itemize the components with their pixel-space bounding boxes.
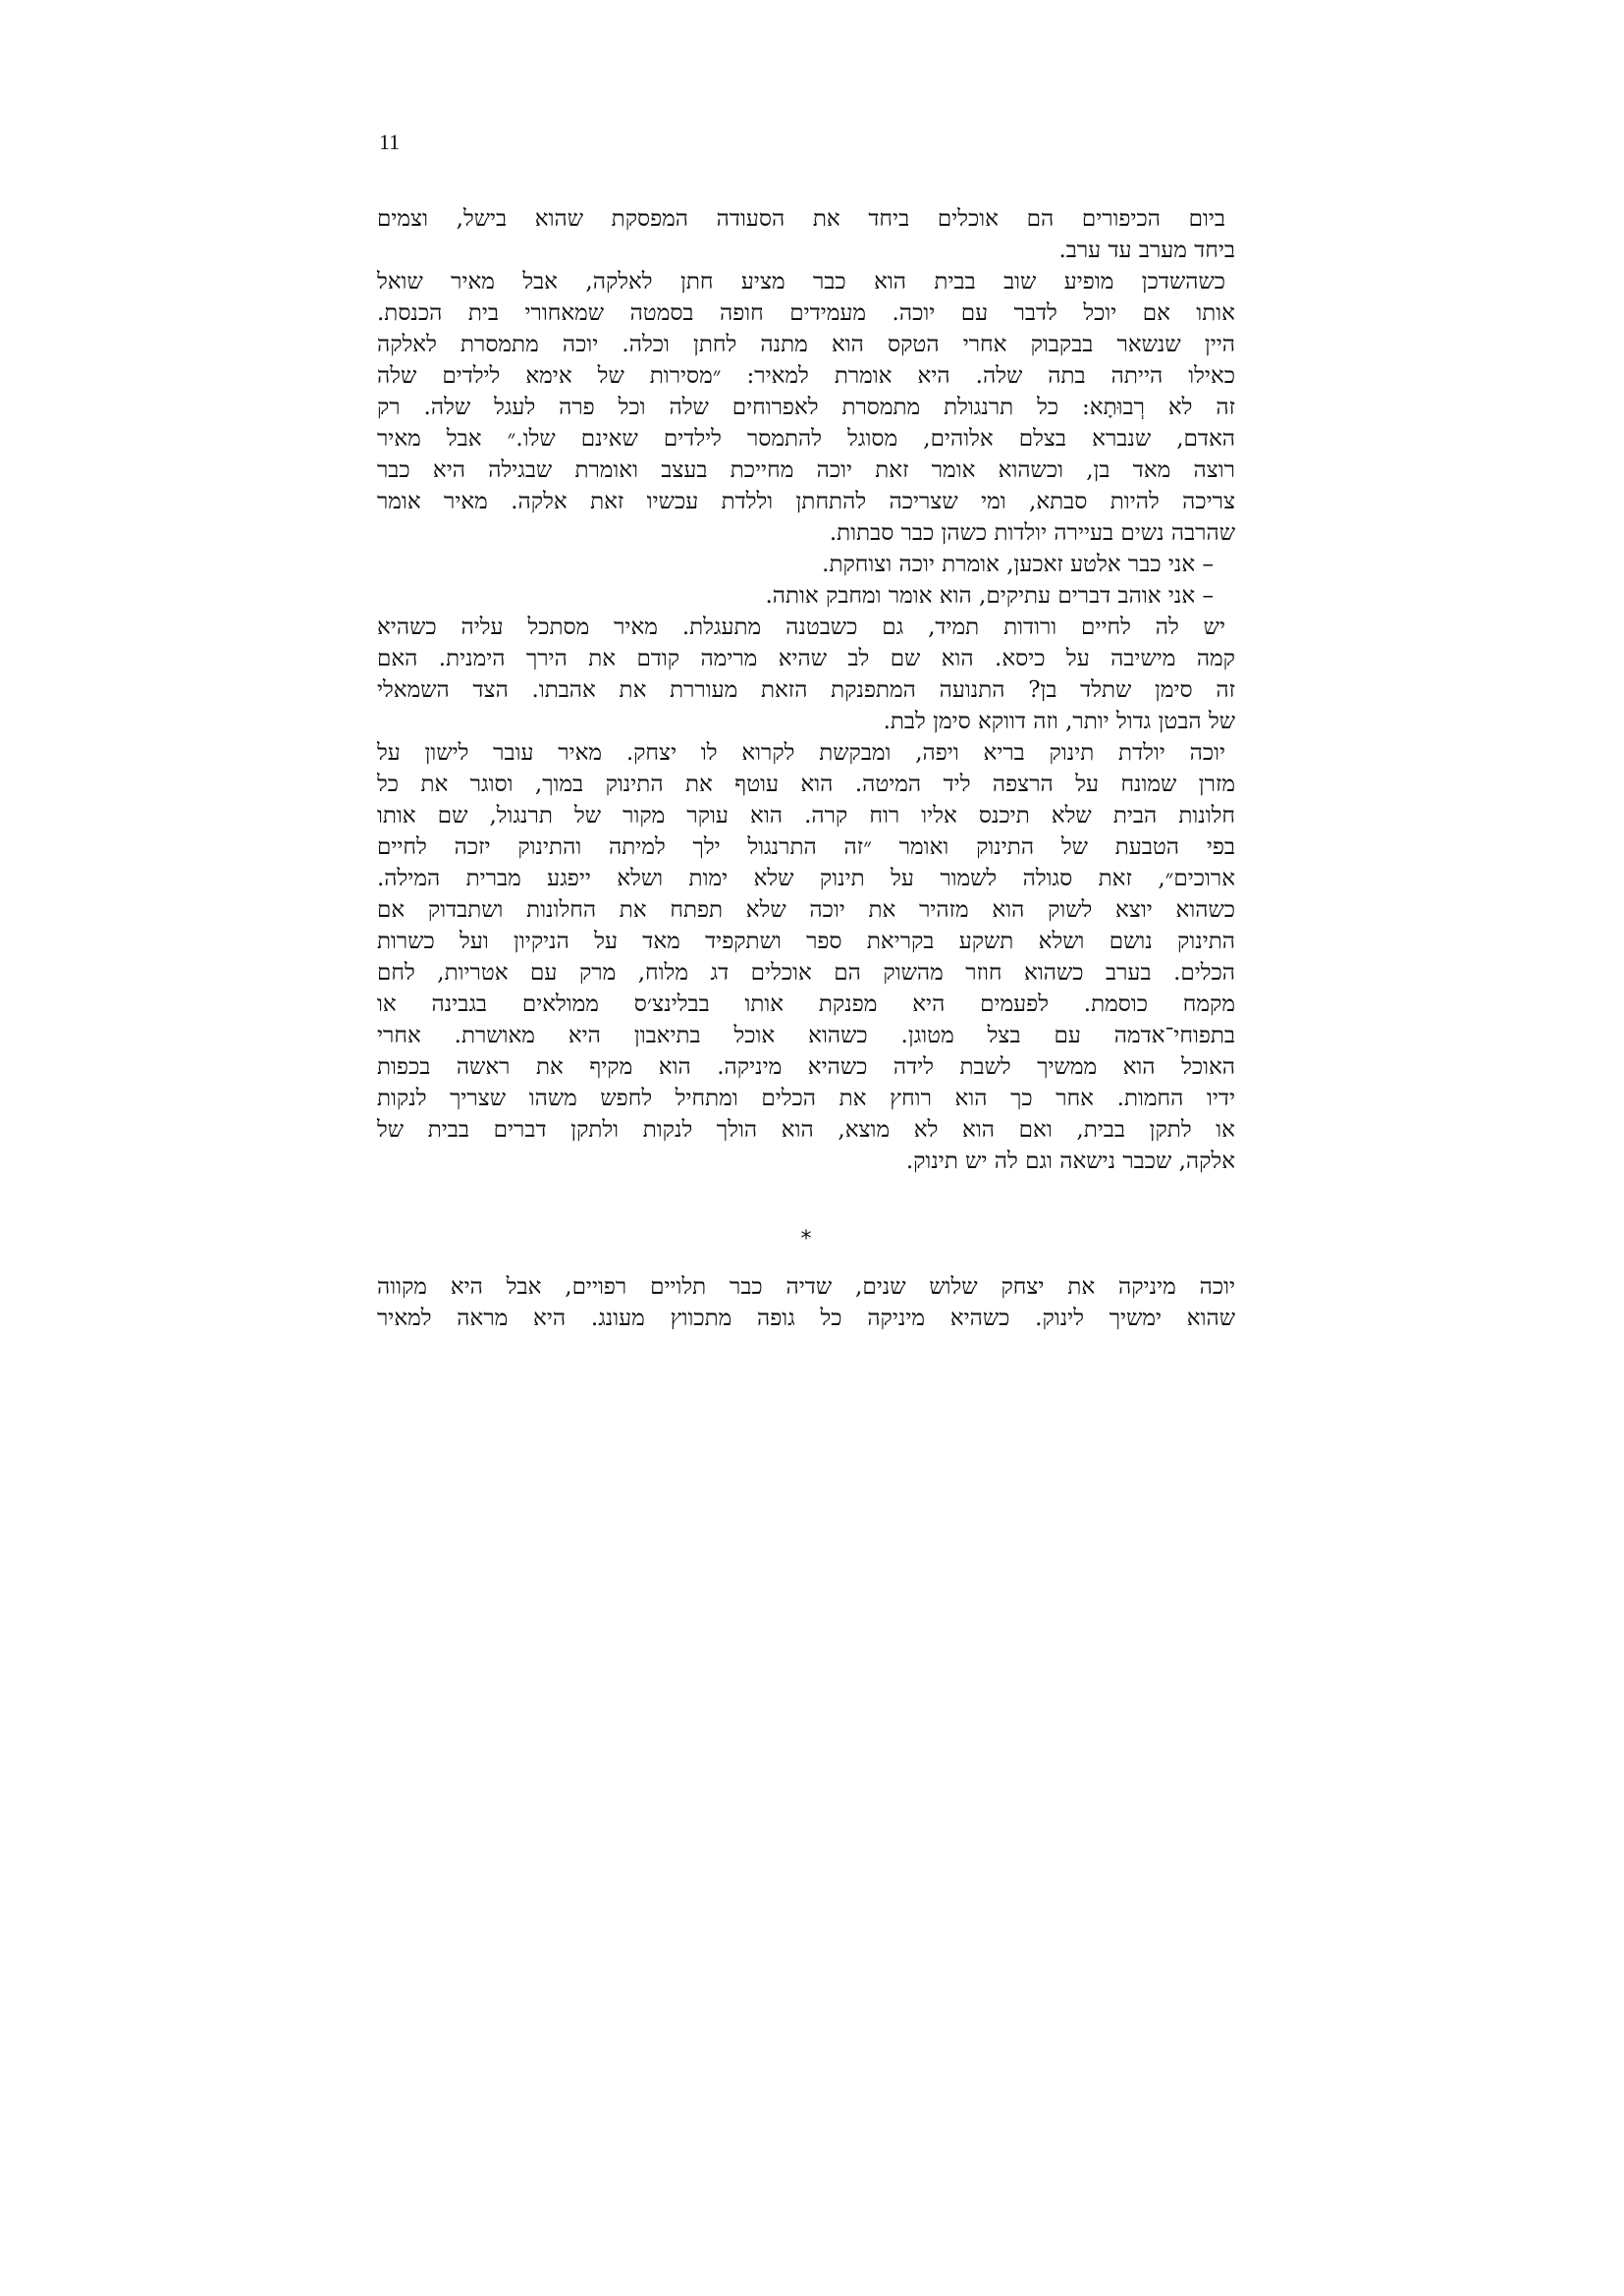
- text-line: אלקה, שכבר נישאה וגם לה יש תינוק.: [905, 1148, 1235, 1174]
- page-number: 11: [379, 130, 401, 154]
- text-line: כשהוא יוצא לשוק הוא מזהיר את יוכה שלא תפתח את החלונות ושתבדוק אם: [377, 897, 1235, 923]
- text-line: אותו אם יוכל לדבר עם יוכה. מעמידים חופה בסמטה שמאחורי בית הכנסת.: [377, 300, 1235, 326]
- text-line: קמה מישיבה על כיסא. הוא שם לב שהיא מרימה קודם את הירך הימנית. האם: [377, 646, 1235, 671]
- text-line: זה סימן שתלד בן? התנועה המתפנקת הזאת מעוררת את אהבתו. הצד השמאלי: [377, 677, 1235, 703]
- text-line: בתפוחי־אדמה עם בצל מטוגן. כשהוא אוכל בתיאבון היא מאושרת. אחרי: [377, 1023, 1235, 1048]
- text-line: שהרבה נשים בעיירה יולדות כשהן כבר סבתות.: [829, 520, 1235, 546]
- text-line: הכלים. בערב כשהוא חוזר מהשוק הם אוכלים דג מלוח, מרק עם אטריות, לחם: [377, 960, 1235, 986]
- text-line: ביום הכיפורים הם אוכלים ביחד את הסעודה המפסקת שהוא בישל, וצמים: [377, 206, 1225, 232]
- text-line: צריכה להיות סבתא, ומי שצריכה להתחתן וללדת עכשיו זאת אלקה. מאיר אומר: [377, 489, 1235, 514]
- text-line: מזרן שמונח על הרצפה ליד המיטה. הוא עוטף את התינוק במוך, וסוגר את כל: [377, 772, 1235, 797]
- text-line: ידיו החמות. אחר כך הוא רוחץ את הכלים ומתחיל לחפש משהו שצריך לנקות: [377, 1086, 1235, 1111]
- section-break-asterisk: *: [800, 1227, 812, 1252]
- text-line: יוכה יולדת תינוק בריא ויפה, ומבקשת לקרוא לו יצחק. מאיר עובר לישון על: [377, 740, 1225, 766]
- text-line: שהוא ימשיך לינוק. כשהיא מיניקה כל גופה מתכווץ מעונג. היא מראה למאיר: [377, 1306, 1235, 1331]
- section-gap: [377, 1255, 1235, 1271]
- text-line: חלונות הבית שלא תיכנס אליו רוח קרה. הוא עוקר מקור של תרנגול, שם אותו: [377, 803, 1235, 828]
- dialogue-line: – אני אוהב דברים עתיקים, הוא אומר ומחבק אותה.: [765, 583, 1214, 609]
- section-gap: [377, 1177, 1235, 1224]
- text-line: יוכה מיניקה את יצחק שלוש שנים, שדיה כבר תלויים רפויים, אבל היא מקווה: [377, 1274, 1235, 1300]
- text-line: רוצה מאד בן, וכשהוא אומר זאת יוכה מחייכת בעצב ואומרת שבגילה היא כבר: [377, 457, 1235, 483]
- text-line: התינוק נושם ושלא תשקע בקריאת ספר ושתקפיד מאד על הניקיון ועל כשרות: [377, 929, 1235, 954]
- text-line: כשהשדכן מופיע שוב בבית הוא כבר מציע חתן לאלקה, אבל מאיר שואל: [377, 269, 1225, 294]
- text-line: או לתקן בבית, ואם הוא לא מוצא, הוא הולך לנקות ולתקן דברים בבית של: [377, 1117, 1235, 1143]
- text-line: האוכל הוא ממשיך לשבת לידה כשהיא מיניקה. הוא מקיף את ראשה בכפות: [377, 1054, 1235, 1080]
- dialogue-line: – אני כבר אלטע זאכען, אומרת יוכה וצוחקת.: [822, 552, 1214, 577]
- text-line: זה לא רְבוּתָא: כל תרנגולת מתמסרת לאפרוחים שלה וכל פרה לעגל שלה. רק: [377, 395, 1235, 420]
- text-line: יש לה לחיים ורודות תמיד, גם כשבטנה מתעגלת. מאיר מסתכל עליה כשהיא: [377, 614, 1225, 640]
- text-line: ארוכים״, זאת סגולה לשמור על תינוק שלא ימות ושלא ייפגע מברית המילה.: [377, 866, 1235, 891]
- body-text: [377, 203, 1235, 1334]
- text-line: מקמח כוסמת. לפעמים היא מפנקת אותו בבלינצ׳ס ממולאים בגבינה או: [377, 991, 1235, 1017]
- text-line: האדם, שנברא בצלם אלוהים, מסוגל להתמסר לילדים שאינם שלו.״ אבל מאיר: [377, 426, 1235, 452]
- text-line: של הבטן גדול יותר, וזה דווקא סימן לבת.: [883, 709, 1235, 734]
- text-line: בפי הטבעת של התינוק ואומר ״זה התרנגול ילך למיתה והתינוק יזכה לחיים: [377, 834, 1235, 860]
- text-line: היין שנשאר בבקבוק אחרי הטקס הוא מתנה לחתן וכלה. יוכה מתמסרת לאלקה: [377, 332, 1235, 357]
- text-line: כאילו הייתה בתה שלה. היא אומרת למאיר: ״מסירות של אימא לילדים שלה: [377, 363, 1235, 389]
- text-line: ביחד מערב עד ערב.: [1058, 238, 1235, 263]
